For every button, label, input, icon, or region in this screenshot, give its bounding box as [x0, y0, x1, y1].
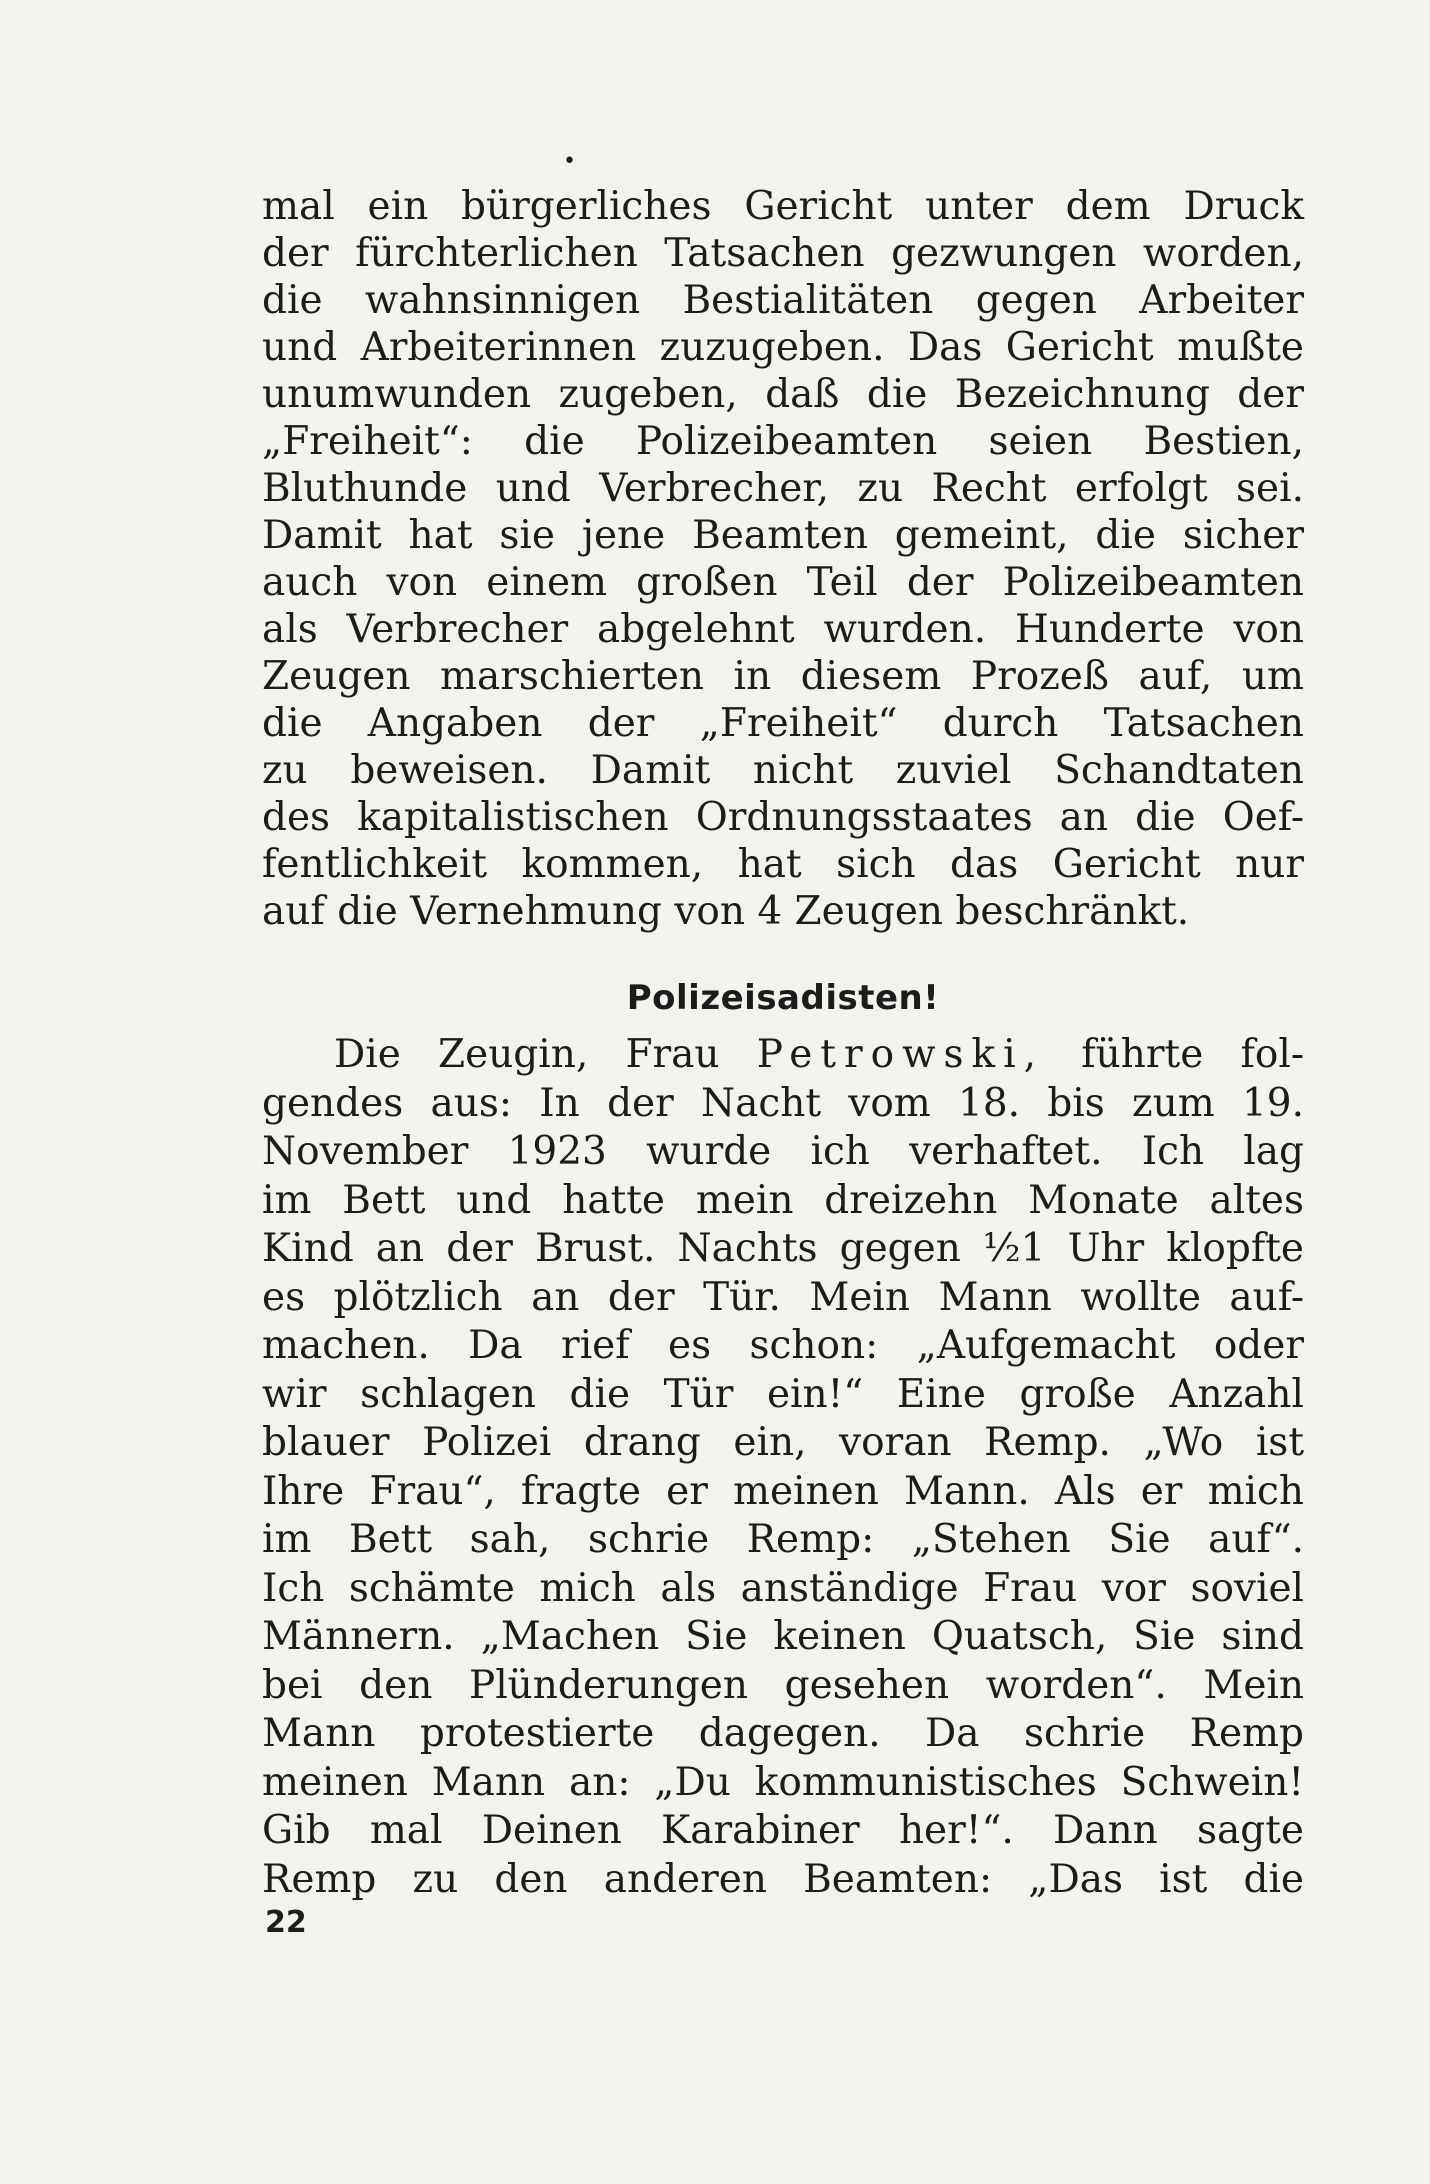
text-line: Damit hat sie jene Beamten gemeint, die sicher: [262, 513, 1304, 558]
text-line: auch von einem großen Teil der Polizeibeamten: [262, 560, 1304, 605]
section-heading: Polizeisadisten!: [626, 978, 940, 1018]
text-line: Gib mal Deinen Karabiner her!“. Dann sagte: [262, 1808, 1304, 1853]
text-line: blauer Polizei drang ein, voran Remp. „Wo ist: [262, 1420, 1304, 1465]
text-line: Ihre Frau“, fragte er meinen Mann. Als er mich: [262, 1468, 1304, 1514]
text-line: Ich schämte mich als anständige Frau vor soviel: [262, 1565, 1304, 1611]
text-line: bei den Plünderungen gesehen worden“. Mein: [262, 1662, 1304, 1708]
ink-mark: •: [563, 149, 576, 174]
text-line: die Angaben der „Freiheit“ durch Tatsachen: [262, 701, 1304, 746]
text-line: Zeugen marschierten in diesem Prozeß auf, um: [262, 654, 1304, 699]
paragraph-1: [262, 183, 1304, 935]
text-line: und Arbeiterinnen zuzugeben. Das Gericht mußte: [262, 325, 1304, 370]
page-number: 22: [265, 1905, 307, 1940]
text-line: als Verbrecher abgelehnt wurden. Hunderte von: [262, 607, 1304, 652]
text-line: fentlichkeit kommen, hat sich das Gericht nur: [262, 842, 1304, 887]
text-line: Kind an der Brust. Nachts gegen ½1 Uhr klopfte: [262, 1226, 1304, 1271]
text-line: wir schlagen die Tür ein!“ Eine große Anzahl: [262, 1371, 1304, 1417]
text-line-first: [262, 1031, 1304, 1080]
text-line: zu beweisen. Damit nicht zuviel Schandtaten: [262, 748, 1304, 793]
text-line: es plötzlich an der Tür. Mein Mann wollte auf-: [262, 1274, 1304, 1320]
spaced-name: Petrowski,: [756, 1032, 1044, 1077]
text-line: gendes aus: In der Nacht vom 18. bis zum 19.: [262, 1080, 1304, 1126]
text-line: des kapitalistischen Ordnungsstaates an die Oef-: [262, 795, 1304, 840]
text-line: November 1923 wurde ich verhaftet. Ich lag: [262, 1129, 1304, 1174]
text-line: Bluthunde und Verbrecher, zu Recht erfolgt sei.: [262, 466, 1304, 511]
text-segment: Die Zeugin, Frau: [334, 1032, 720, 1077]
text-line: Männern. „Machen Sie keinen Quatsch, Sie sind: [262, 1614, 1304, 1659]
text-line: die wahnsinnigen Bestialitäten gegen Arbeiter: [262, 278, 1304, 323]
text-line: im Bett sah, schrie Remp: „Stehen Sie auf“.: [262, 1517, 1304, 1562]
text-line: „Freiheit“: die Polizeibeamten seien Bestien,: [262, 419, 1304, 464]
text-line: der fürchterlichen Tatsachen gezwungen worden,: [262, 231, 1304, 276]
text-line: im Bett und hatte mein dreizehn Monate altes: [262, 1177, 1304, 1223]
text-line: Mann protestierte dagegen. Da schrie Remp: [262, 1711, 1304, 1756]
text-line: meinen Mann an: „Du kommunistisches Schwein!: [262, 1759, 1304, 1805]
text-segment: führte fol-: [1081, 1032, 1305, 1077]
text-line: unumwunden zugeben, daß die Bezeichnung der: [262, 372, 1304, 417]
text-line: Remp zu den anderen Beamten: „Das ist die: [262, 1856, 1304, 1902]
text-line: auf die Vernehmung von 4 Zeugen beschränkt.: [262, 889, 1190, 934]
text-line: machen. Da rief es schon: „Aufgemacht oder: [262, 1323, 1304, 1368]
text-line: mal ein bürgerliches Gericht unter dem Druck: [262, 184, 1304, 229]
paragraph-2: [262, 1031, 1304, 1904]
